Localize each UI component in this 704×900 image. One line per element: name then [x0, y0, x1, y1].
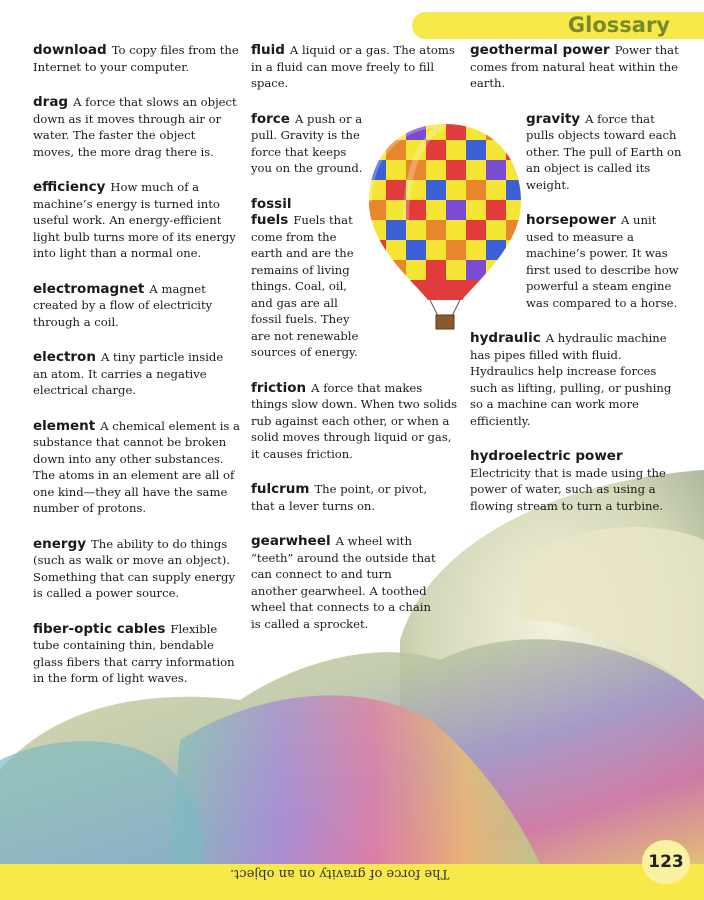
- hot-air-balloon-image: [366, 120, 524, 332]
- glossary-definition: Fuels that come from the earth and are the remains of living things. Coal, oil, and gas are all fossil fuels. They are not renewable sources of energy.: [251, 213, 359, 359]
- glossary-term: friction: [251, 379, 307, 396]
- glossary-entry: [33, 179, 240, 262]
- glossary-definition: A magnet created by a flow of electricity through a coil.: [33, 281, 213, 329]
- glossary-term: electron: [33, 349, 96, 365]
- glossary-definition: A hydraulic machine has pipes filled with fluid. Hydraulics help increase forces such as lifting, pulling, or pushing so a machine can work more efficiently.: [470, 331, 672, 428]
- glossary-definition: A tiny particle inside an atom. It carries a negative electrical charge.: [33, 350, 224, 397]
- page-title: Glossary: [567, 13, 670, 37]
- glossary-entry: [251, 533, 436, 632]
- glossary-definition: A unit used to measure a machine’s power. It was first used to describe how powerful a steam engine was compared to a horse.: [526, 213, 679, 310]
- glossary-definition: A force that pulls objects toward each other. The pull of Earth on an object is called its weight.: [526, 111, 682, 192]
- page-number: 123: [642, 840, 690, 884]
- glossary-definition: A chemical element is a substance that cannot be broken down into any other substances. The atoms in an element are all of one kind—they all have the same number of protons.: [33, 418, 240, 515]
- glossary-definition: The point, or pivot, that a lever turns on.: [251, 482, 428, 513]
- glossary-entry: [470, 42, 682, 92]
- glossary-term: drag: [33, 94, 69, 110]
- glossary-term: download: [33, 42, 107, 58]
- glossary-term: element: [33, 417, 96, 434]
- glossary-term: hydroelectric power: [470, 448, 623, 464]
- glossary-definition: Power that comes from natural heat within the earth.: [470, 43, 679, 90]
- header-bar: [412, 12, 704, 39]
- glossary-column-1: [33, 42, 240, 687]
- glossary-term: horsepower: [526, 212, 616, 228]
- glossary-definition: A force that slows an object down as it moves through air or water. The faster the object moves, the more drag there is.: [33, 95, 237, 159]
- glossary-entry: [33, 536, 240, 602]
- glossary-entry: [33, 94, 240, 160]
- glossary-definition: A push or a pull. Gravity is the force that keeps you on the ground.: [251, 111, 363, 175]
- glossary-term: geothermal power: [470, 42, 610, 58]
- glossary-term: fulcrum: [251, 481, 310, 497]
- glossary-term: energy: [33, 535, 87, 552]
- glossary-entry: [33, 349, 240, 399]
- upside-down-answer: The force of gravity on an object.: [230, 866, 450, 881]
- glossary-term: efficiency: [33, 179, 106, 195]
- glossary-term: electromagnet: [33, 280, 145, 297]
- glossary-definition: A liquid or a gas. The atoms in a fluid can move freely to fill space.: [251, 43, 455, 90]
- glossary-entry: [33, 42, 240, 75]
- glossary-entry: [251, 196, 369, 361]
- glossary-definition: A wheel with “teeth” around the outside that can connect to and turn another gearwheel. A toothed wheel that connects to a chain is called a sprocket.: [251, 534, 436, 631]
- glossary-term: force: [251, 110, 290, 127]
- glossary-definition: How much of a machine’s energy is turned into useful work. An energy-efficient light bulb turns more of its energy into light than a normal one.: [33, 180, 236, 260]
- glossary-term: fiber-optic cables: [33, 620, 166, 637]
- glossary-term: fluid: [251, 42, 285, 58]
- glossary-entry: [251, 42, 461, 92]
- glossary-term: gearwheel: [251, 533, 331, 549]
- glossary-definition: To copy files from the Internet to your computer.: [33, 43, 239, 74]
- glossary-term: hydraulic: [470, 330, 541, 346]
- glossary-entry: [470, 448, 682, 514]
- glossary-entry: [251, 380, 461, 463]
- glossary-definition: A force that makes things slow down. When two solids rub against each other, or when a solid moves through liquid or gas, it causes friction.: [251, 380, 458, 461]
- glossary-entry: [33, 621, 240, 687]
- glossary-entry: [470, 330, 682, 429]
- glossary-entry: [33, 418, 240, 517]
- glossary-definition: The ability to do things (such as walk or move an object). Something that can supply energy is called a power source.: [33, 536, 236, 600]
- glossary-definition: Electricity that is made using the power of water, such as using a flowing stream to turn a turbine.: [470, 465, 666, 513]
- glossary-entry: [251, 481, 431, 514]
- glossary-term: fossil fuels: [251, 195, 292, 228]
- glossary-definition: Flexible tube containing thin, bendable glass fibers that carry information in the form of light waves.: [33, 621, 235, 685]
- glossary-entry: [251, 111, 369, 177]
- glossary-term: gravity: [526, 110, 581, 127]
- glossary-entry: [33, 281, 240, 331]
